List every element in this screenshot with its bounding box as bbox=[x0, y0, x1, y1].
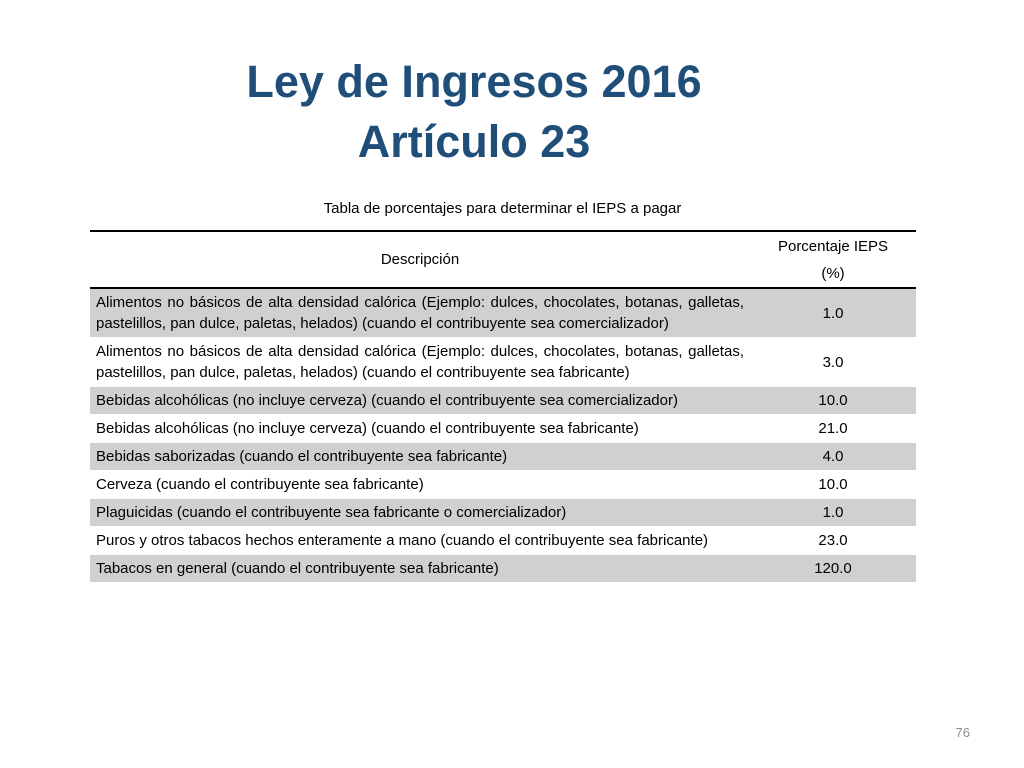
row-percent: 1.0 bbox=[750, 499, 916, 527]
row-percent: 4.0 bbox=[750, 443, 916, 471]
page-number: 76 bbox=[955, 725, 970, 740]
row-percent: 1.0 bbox=[750, 288, 916, 338]
row-description: Alimentos no básicos de alta densidad calórica (Ejemplo: dulces, chocolates, botanas, galletas, pastelillos, pan dulce, paletas, helados) (cuando el contribuyente sea fabricante) bbox=[90, 338, 750, 387]
row-description: Bebidas alcohólicas (no incluye cerveza) (cuando el contribuyente sea fabricante) bbox=[90, 415, 750, 443]
row-description: Alimentos no básicos de alta densidad calórica (Ejemplo: dulces, chocolates, botanas, galletas, pastelillos, pan dulce, paletas, helados) (cuando el contribuyente sea comercializador) bbox=[90, 288, 750, 338]
title-line-2: Artículo 23 bbox=[357, 116, 591, 167]
table-row bbox=[90, 471, 916, 499]
percent-column-header bbox=[750, 231, 916, 288]
table-caption: Tabla de porcentajes para determinar el IEPS a pagar bbox=[323, 200, 682, 217]
table-row bbox=[90, 387, 916, 415]
row-percent: 120.0 bbox=[750, 555, 916, 583]
table-row bbox=[90, 555, 916, 583]
ieps-table bbox=[90, 230, 916, 583]
row-percent: 3.0 bbox=[750, 338, 916, 387]
row-description: Tabacos en general (cuando el contribuyente sea fabricante) bbox=[90, 555, 750, 583]
row-percent: 10.0 bbox=[750, 387, 916, 415]
description-column-header: Descripción bbox=[90, 231, 750, 288]
table-row bbox=[90, 415, 916, 443]
table-row bbox=[90, 527, 916, 555]
table-row bbox=[90, 338, 916, 387]
row-percent: 21.0 bbox=[750, 415, 916, 443]
slide-title bbox=[0, 52, 948, 172]
row-percent: 10.0 bbox=[750, 471, 916, 499]
row-description: Bebidas saborizadas (cuando el contribuyente sea fabricante) bbox=[90, 443, 750, 471]
row-description: Bebidas alcohólicas (no incluye cerveza) (cuando el contribuyente sea comercializador) bbox=[90, 387, 750, 415]
table-row bbox=[90, 499, 916, 527]
row-description: Cerveza (cuando el contribuyente sea fabricante) bbox=[90, 471, 750, 499]
percent-header-line-1: Porcentaje IEPS bbox=[777, 237, 889, 255]
row-description: Plaguicidas (cuando el contribuyente sea fabricante o comercializador) bbox=[90, 499, 750, 527]
table-row bbox=[90, 288, 916, 338]
title-line-1: Ley de Ingresos 2016 bbox=[246, 56, 702, 107]
percent-header-line-2: (%) bbox=[821, 264, 845, 282]
row-percent: 23.0 bbox=[750, 527, 916, 555]
table-header-row bbox=[90, 231, 916, 288]
table-row bbox=[90, 443, 916, 471]
row-description: Puros y otros tabacos hechos enteramente a mano (cuando el contribuyente sea fabricante) bbox=[90, 527, 750, 555]
